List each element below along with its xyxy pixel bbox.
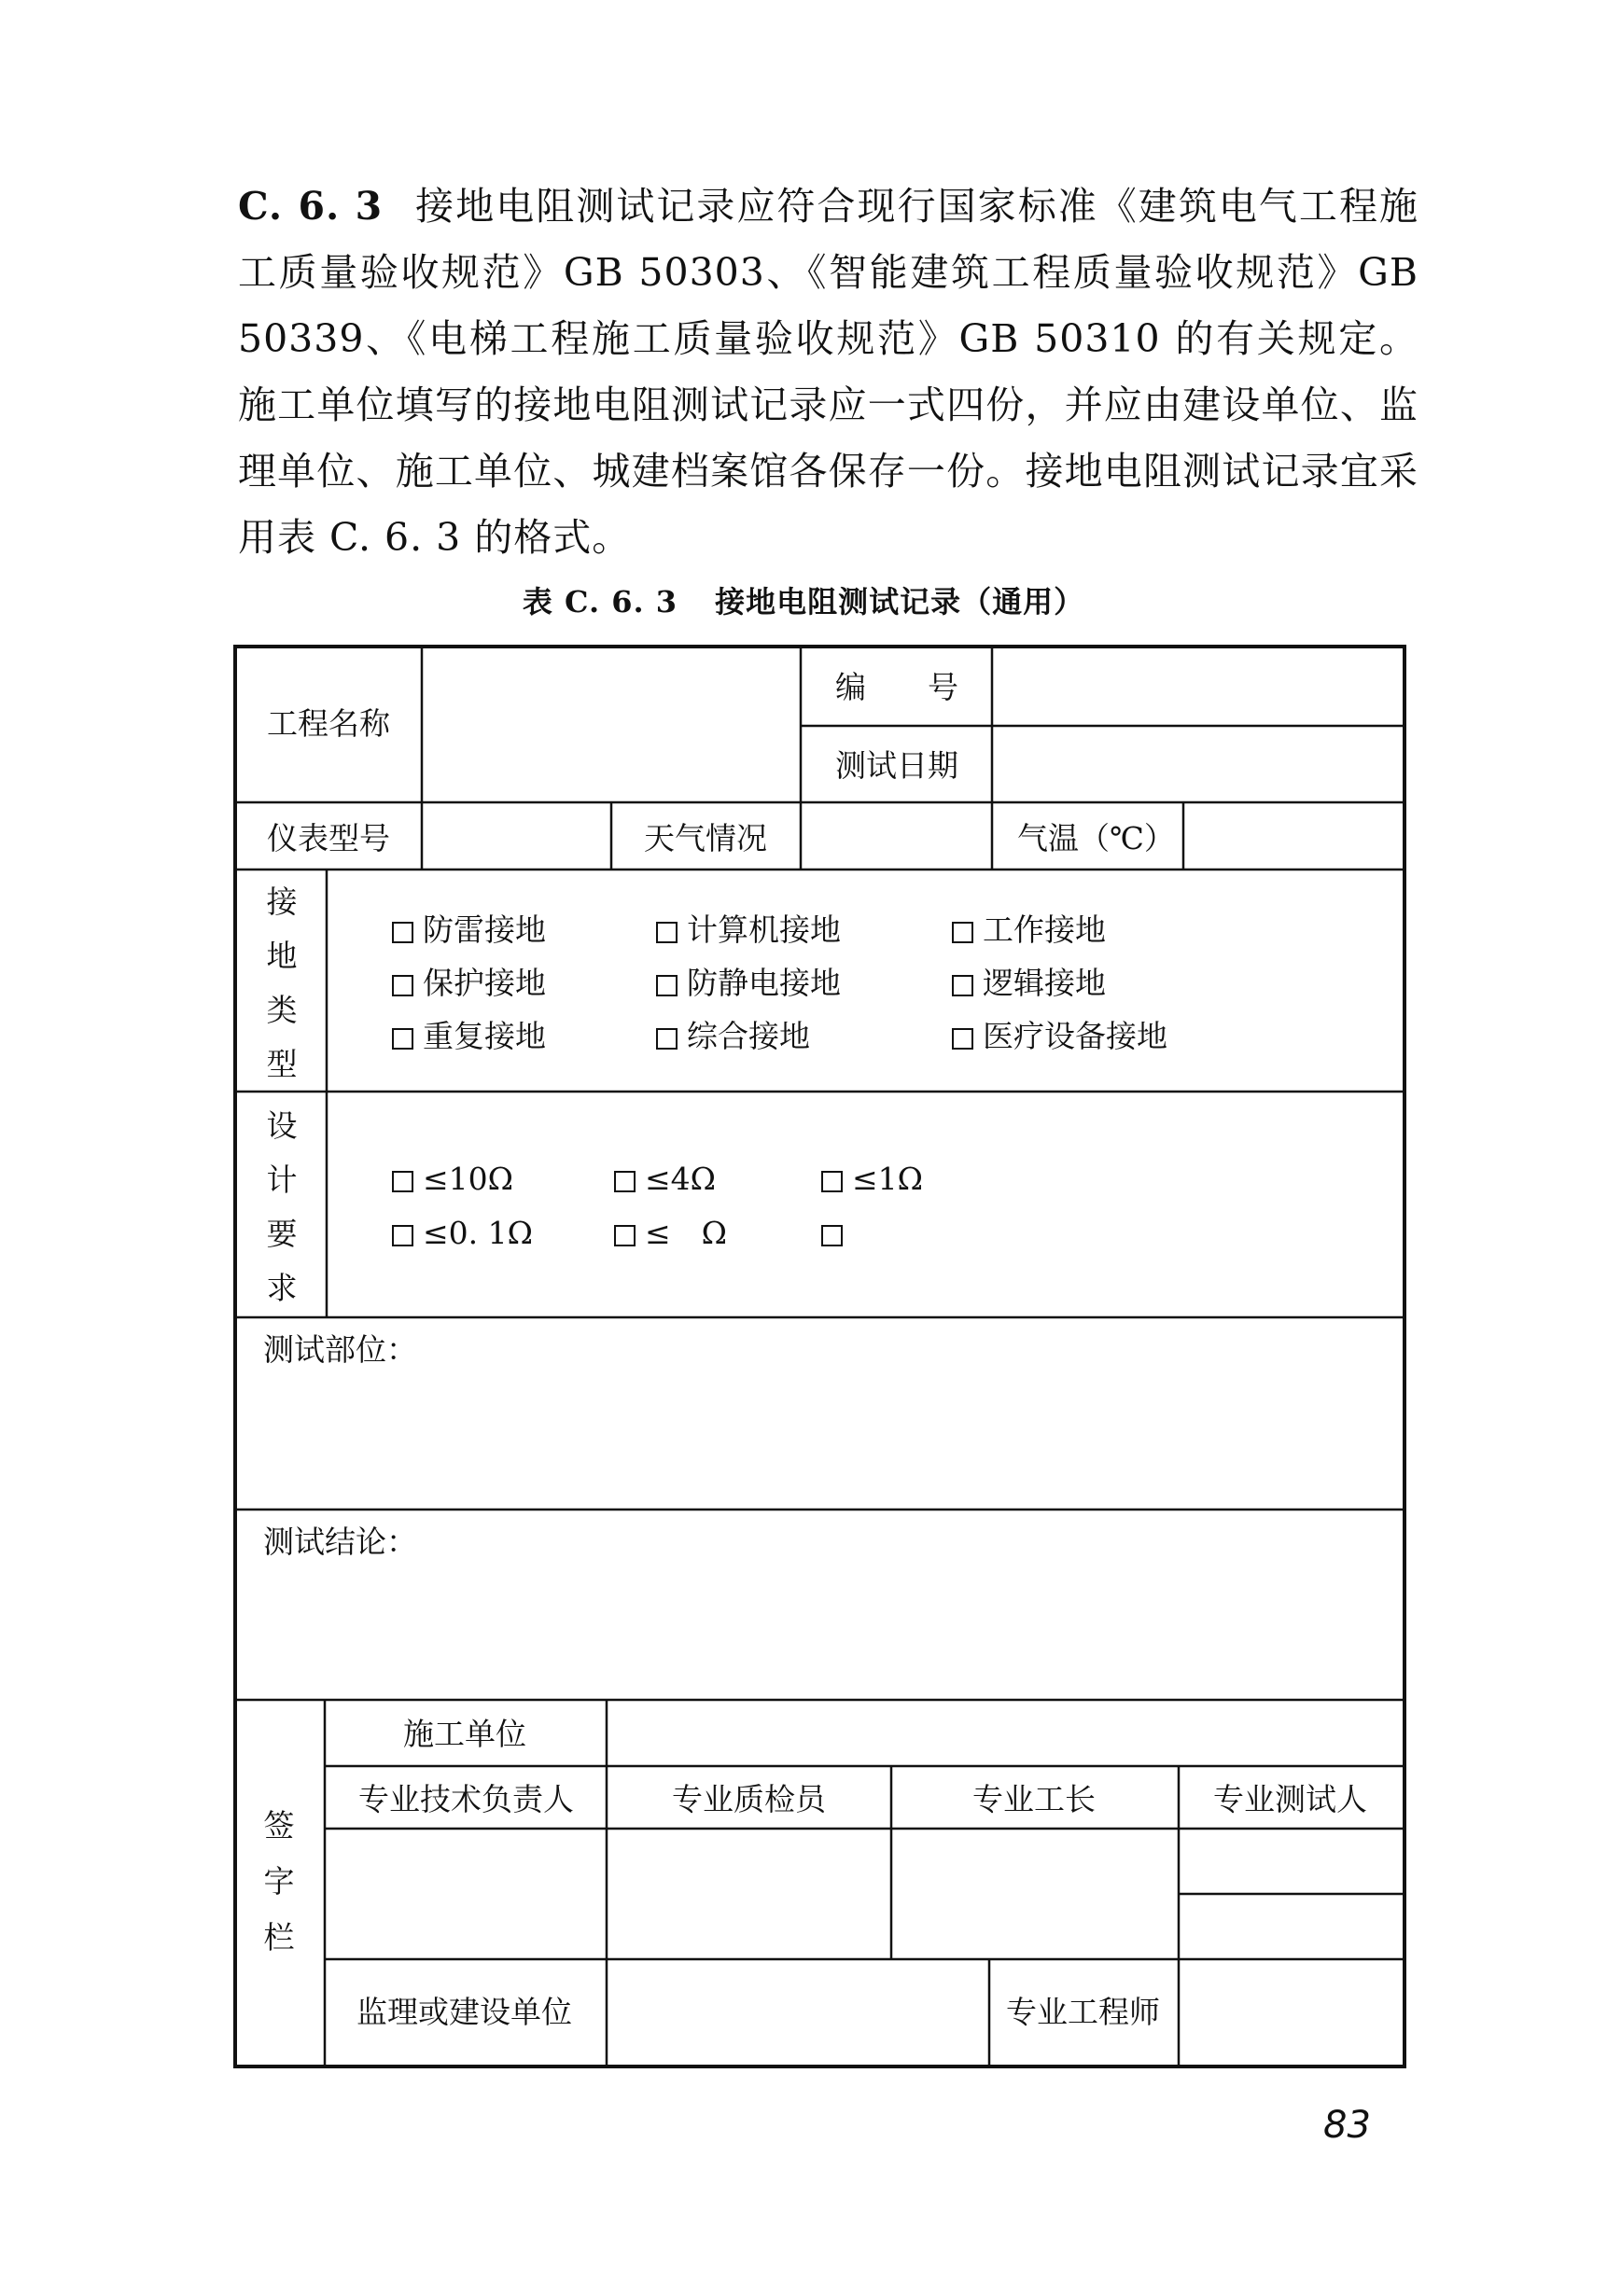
- table-number: 表 C. 6. 3: [522, 584, 678, 619]
- checkbox[interactable]: [392, 922, 413, 943]
- label-test-conclusion: 测试结论：: [263, 1524, 417, 1560]
- label-signature-3: 栏: [263, 1919, 295, 1955]
- role-tech-lead: 专业技术负责人: [358, 1781, 574, 1817]
- clause-number: C. 6. 3: [238, 184, 384, 229]
- label-meter-model: 仪表型号: [267, 820, 390, 856]
- ground-type-option[interactable]: 综合接地: [656, 1021, 810, 1051]
- checkbox[interactable]: [656, 1028, 678, 1050]
- label-design-4: 求: [266, 1270, 298, 1306]
- checkbox[interactable]: [392, 975, 413, 996]
- checkbox[interactable]: [656, 975, 678, 996]
- checkbox[interactable]: [952, 1028, 973, 1050]
- design-option[interactable]: ≤1Ω: [821, 1163, 923, 1194]
- checkbox[interactable]: [614, 1171, 636, 1192]
- design-option[interactable]: ≤ Ω: [614, 1218, 727, 1248]
- page-number: 83: [1323, 2104, 1371, 2147]
- label-project-name: 工程名称: [267, 705, 390, 742]
- label-construction-unit: 施工单位: [403, 1716, 526, 1752]
- design-option[interactable]: ≤4Ω: [614, 1163, 716, 1194]
- label-design-3: 要: [266, 1216, 298, 1252]
- role-foreman: 专业工长: [972, 1781, 1096, 1817]
- label-ground-type-1: 接: [266, 884, 298, 920]
- label-temperature: 气温（℃）: [1017, 820, 1175, 856]
- label-ground-type-3: 类: [266, 992, 298, 1028]
- label-design-2: 计: [266, 1162, 298, 1198]
- label-signature-1: 签: [263, 1807, 295, 1844]
- label-signature-2: 字: [263, 1863, 295, 1899]
- ground-type-option[interactable]: 计算机接地: [656, 914, 841, 945]
- ground-type-option[interactable]: 医疗设备接地: [952, 1021, 1167, 1051]
- label-ground-type-4: 型: [266, 1046, 298, 1082]
- checkbox[interactable]: [821, 1171, 843, 1192]
- design-option[interactable]: [821, 1218, 852, 1248]
- ground-type-option[interactable]: 重复接地: [392, 1021, 546, 1051]
- role-tester: 专业测试人: [1213, 1781, 1367, 1817]
- design-option[interactable]: ≤10Ω: [392, 1163, 513, 1194]
- label-serial-no: 编 号: [835, 669, 958, 705]
- design-option[interactable]: ≤0. 1Ω: [392, 1218, 533, 1248]
- ground-type-option[interactable]: 逻辑接地: [952, 967, 1106, 998]
- label-design-1: 设: [266, 1107, 298, 1144]
- table-title: 接地电阻测试记录（通用）: [715, 584, 1085, 619]
- label-test-date: 测试日期: [835, 747, 958, 784]
- label-weather: 天气情况: [644, 820, 767, 856]
- label-engineer: 专业工程师: [1006, 1994, 1160, 2030]
- ground-type-option[interactable]: 防静电接地: [656, 967, 841, 998]
- ground-type-option[interactable]: 防雷接地: [392, 914, 546, 945]
- checkbox[interactable]: [656, 922, 678, 943]
- label-supervision-unit: 监理或建设单位: [356, 1994, 572, 2030]
- checkbox[interactable]: [392, 1028, 413, 1050]
- checkbox[interactable]: [392, 1225, 413, 1246]
- checkbox[interactable]: [614, 1225, 636, 1246]
- checkbox[interactable]: [952, 922, 973, 943]
- clause-text: 接地电阻测试记录应符合现行国家标准《建筑电气工程施工质量验收规范》GB 50303、《智能建筑工程质量验收规范》GB 50339、《电梯工程施工质量验收规范》GB 50310 的有关规定。施工单位填写的接地电阻测试记录应一式四份，并应由建设单位、监理单位、施工单位、城建档案馆各保存一份。接地电阻测试记录宜采用表 C. 6. 3 的格式。: [238, 184, 1419, 560]
- checkbox[interactable]: [952, 975, 973, 996]
- role-quality-inspector: 专业质检员: [672, 1781, 826, 1817]
- label-test-location: 测试部位：: [263, 1331, 417, 1368]
- checkbox[interactable]: [392, 1171, 413, 1192]
- checkbox[interactable]: [821, 1225, 843, 1246]
- ground-type-option[interactable]: 保护接地: [392, 967, 546, 998]
- ground-type-option[interactable]: 工作接地: [952, 914, 1106, 945]
- label-ground-type-2: 地: [266, 938, 298, 974]
